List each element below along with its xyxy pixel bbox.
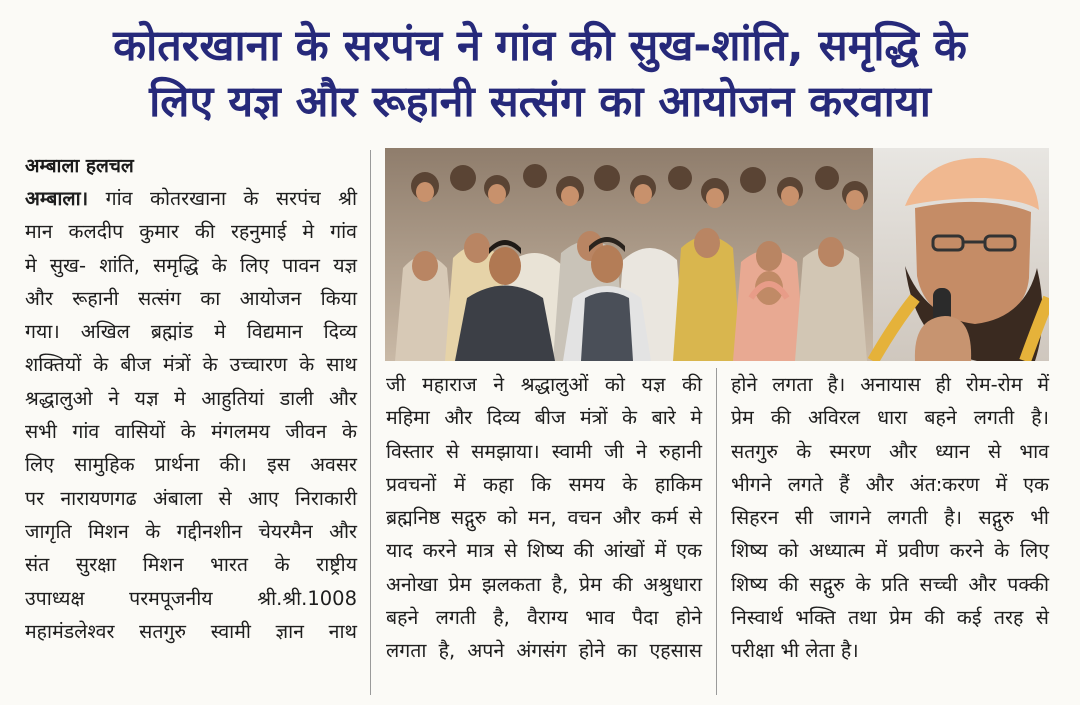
column-line: सिहरन सी जागने लगती है। सद्गुरु भी — [731, 506, 1049, 530]
column-rule-2 — [716, 368, 717, 695]
headline-line-1: कोतरखाना के सरपंच ने गांव की सुख-शांति, समृद्धि के — [113, 21, 967, 71]
column-line: प्रवचनों में कहा कि समय के हाकिम — [386, 472, 702, 496]
column-line: उपाध्यक्ष परमपूजनीय श्री.श्री.1008 — [25, 586, 357, 610]
column-line: विस्तार से समझाया। स्वामी जी ने रुहानी — [386, 439, 702, 463]
column-line: मान कलदीप कुमार की रहनुमाई मे गांव — [25, 220, 357, 244]
column-line: अनोखा प्रेम झलकता है, प्रेम की अश्रुधारा — [386, 572, 702, 596]
column-line: भीगने लगते हैं और अंत:करण में एक — [731, 472, 1049, 496]
column-rule-1 — [370, 150, 371, 695]
column-line: परीक्षा भी लेता है। — [731, 639, 859, 663]
headline — [24, 18, 1056, 130]
column-line: और रूहानी सत्संग का आयोजन किया — [25, 286, 357, 310]
column-line: जागृति मिशन के गद्दीनशीन चेयरमैन और — [25, 519, 357, 543]
column-line: शिष्य को अध्यात्म में प्रवीण करने के लिए — [731, 539, 1049, 563]
column-line: गया। अखिल ब्रह्मांड मे विद्यमान दिव्य — [25, 320, 357, 344]
column-line: सतगुरु के स्मरण और ध्यान से भाव — [731, 439, 1049, 463]
news-photo-drawing — [385, 148, 1049, 361]
column-line: महिमा और दिव्य बीज मंत्रों के बारे मे — [386, 406, 702, 430]
column-line: लगता है, अपने अंगसंग होने का एहसास — [386, 639, 702, 663]
article-column-1 — [25, 182, 357, 648]
column-line: पर नारायणगढ अंबाला से आए निराकारी — [25, 486, 357, 510]
column-line: याद करने मात्र से शिष्य की आंखों में एक — [386, 539, 702, 563]
article-column-2 — [386, 368, 702, 668]
column-line: महामंडलेश्वर सतगुरु स्वामी ज्ञान नाथ — [25, 619, 357, 643]
news-photo — [385, 148, 1049, 361]
previous-article-edge — [0, 0, 1080, 10]
column-line: बहने लगती है, वैराग्य भाव पैदा होने — [386, 606, 702, 630]
byline: अम्बाला हलचल — [25, 155, 134, 177]
column-line: शक्तियों के बीज मंत्रों के उच्चारण के साथ — [25, 353, 357, 377]
adjacent-article-edge — [1066, 120, 1080, 705]
dateline: अम्बाला। — [25, 187, 89, 210]
column-line: होने लगता है। अनायास ही रोम-रोम में — [731, 373, 1049, 396]
column-line: प्रेम की अविरल धारा बहने लगती है। — [731, 406, 1049, 430]
column-line: निस्वार्थ भक्ति तथा प्रेम की कई तरह से — [731, 606, 1049, 630]
column-line: संत सुरक्षा मिशन भारत के राष्ट्रीय — [25, 553, 357, 577]
column-line: श्रद्धालुओ ने यज्ञ मे आहुतियां डाली और — [25, 386, 357, 410]
column-line: शिष्य की सद्गुरु के प्रति सच्ची और पक्की — [731, 572, 1049, 596]
column-line: अम्बाला। गांव कोतरखाना के सरपंच श्री — [25, 187, 357, 210]
column-line: ब्रह्मनिष्ठ सद्गुरु को मन, वचन और कर्म से — [386, 506, 702, 530]
column-line: मे सुख- शांति, समृद्धि के लिए पावन यज्ञ — [25, 253, 357, 277]
column-line: सभी गांव वासियों के मंगलमय जीवन के — [25, 420, 357, 444]
headline-line-2: लिए यज्ञ और रूहानी सत्संग का आयोजन करवाया — [149, 77, 931, 127]
column-line: लिए सामुहिक प्रार्थना की। इस अवसर — [25, 453, 357, 477]
column-line: जी महाराज ने श्रद्धालुओं को यज्ञ की — [386, 373, 702, 396]
article-column-3 — [731, 368, 1049, 668]
